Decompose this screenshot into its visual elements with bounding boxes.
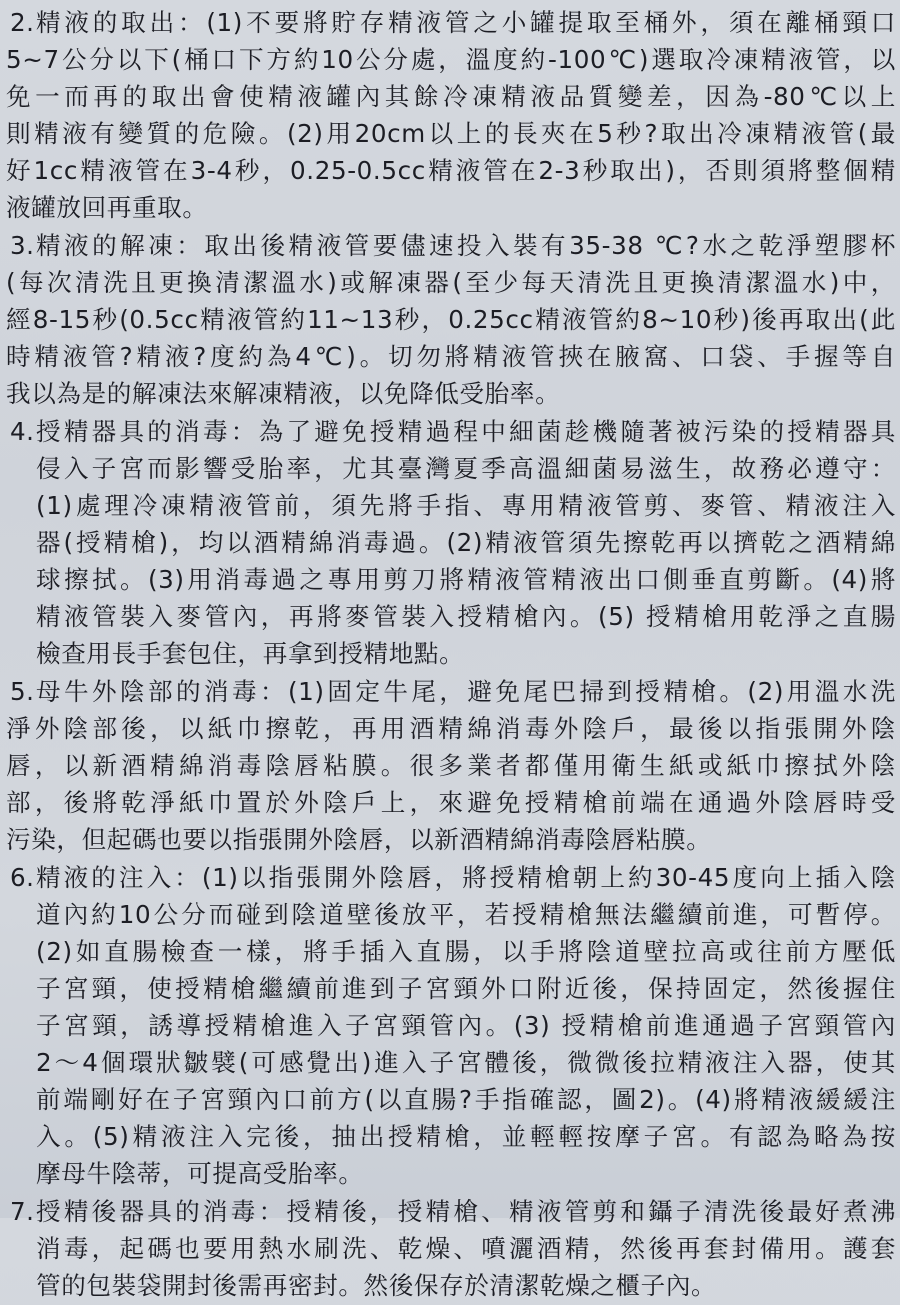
- paragraph-line: 侵入子宮而影響受胎率，尤其臺灣夏季高溫細菌易滋生，故務必遵守：: [36, 454, 896, 483]
- paragraph-line: 我以為是的解凍法來解凍精液，以免降低受胎率。: [6, 379, 561, 408]
- section-number: 6.: [10, 863, 35, 892]
- paragraph-line: 液罐放回再重取。: [6, 193, 208, 222]
- paragraph-line: 好1cc精液管在3-4秒，0.25-0.5cc精液管在2-3秒取出)，否則須將整個精: [6, 156, 896, 185]
- paragraph-line: 消毒，起碼也要用熱水刷洗、乾燥、噴灑酒精，然後再套封備用。護套: [36, 1234, 896, 1263]
- section-item: [6, 1193, 896, 1304]
- section-number: 7.: [10, 1197, 35, 1226]
- paragraph-line: 精液管裝入麥管內，再將麥管裝入授精槍內。(5) 授精槍用乾淨之直腸: [36, 602, 896, 631]
- paragraph-line: 道內約10公分而碰到陰道壁後放平，若授精槍無法繼續前進，可暫停。: [36, 900, 896, 929]
- paragraph-line: 精液的取出：(1)不要將貯存精液管之小罐提取至桶外，須在離桶頸口: [36, 8, 896, 37]
- paragraph-line: 器(授精槍)，均以酒精綿消毒過。(2)精液管須先擦乾再以擠乾之酒精綿: [36, 528, 896, 557]
- paragraph-line: 精液的注入：(1)以指張開外陰唇，將授精槍朝上約30-45度向上插入陰: [36, 863, 896, 892]
- section-item: [6, 4, 896, 226]
- paragraph-line: 精液的解凍：取出後精液管要儘速投入裝有35-38 ℃?水之乾淨塑膠杯: [36, 231, 896, 260]
- paragraph-line: 2～4個環狀皺襞(可感覺出)進入子宮體後，微微後拉精液注入器，使其: [36, 1048, 896, 1077]
- section-number: 2.: [10, 8, 35, 37]
- paragraph-line: 5~7公分以下(桶口下方約10公分處，溫度約-100℃)選取冷凍精液管，以: [6, 45, 896, 74]
- paragraph-line: 淨外陰部後，以紙巾擦乾，再用酒精綿消毒外陰戶，最後以指張開外陰: [6, 714, 896, 743]
- paragraph-line: 子宮頸，誘導授精槍進入子宮頸管內。(3) 授精槍前進通過子宮頸管內: [36, 1011, 896, 1040]
- paragraph-line: 管的包裝袋開封後需再密封。然後保存於清潔乾燥之櫃子內。: [36, 1271, 717, 1300]
- paragraph-line: (2)如直腸檢查一樣，將手插入直腸，以手將陰道壁拉高或往前方壓低: [36, 937, 896, 966]
- paragraph-line: 檢查用長手套包住，再拿到授精地點。: [36, 639, 465, 668]
- paragraph-line: 部，後將乾淨紙巾置於外陰戶上，來避免授精槍前端在通過外陰唇時受: [6, 788, 896, 817]
- paragraph-line: 球擦拭。(3)用消毒過之專用剪刀將精液管精液出口側垂直剪斷。(4)將: [36, 565, 896, 594]
- section-number: 3.: [10, 231, 35, 260]
- section-item: [6, 413, 896, 672]
- section-item: [6, 859, 896, 1192]
- paragraph-line: 前端剛好在子宮頸內口前方(以直腸?手指確認，圖2)。(4)將精液緩緩注: [36, 1085, 896, 1114]
- paragraph-line: 時精液管?精液?度約為4℃)。切勿將精液管挾在腋窩、口袋、手握等自: [6, 342, 896, 371]
- paragraph-line: 入。(5)精液注入完後，抽出授精槍，並輕輕按摩子宮。有認為略為按: [36, 1122, 896, 1151]
- section-item: [6, 673, 896, 858]
- paragraph-line: 污染，但起碼也要以指張開外陰唇，以新酒精綿消毒陰唇粘膜。: [6, 825, 712, 854]
- paragraph-line: 授精後器具的消毒：授精後，授精槍、精液管剪和鑷子清洗後最好煮沸: [36, 1197, 896, 1226]
- section-number: 5.: [10, 677, 35, 706]
- paragraph-line: 子宮頸，使授精槍繼續前進到子宮頸外口附近後，保持固定，然後握住: [36, 974, 896, 1003]
- paragraph-line: 經8-15秒(0.5cc精液管約11~13秒，0.25cc精液管約8~10秒)後再取出(此: [6, 305, 896, 334]
- paragraph-line: 則精液有變質的危險。(2)用20cm以上的長夾在5秒?取出冷凍精液管(最: [6, 119, 896, 148]
- paragraph-line: 授精器具的消毒：為了避免授精過程中細菌趁機隨著被污染的授精器具: [36, 417, 896, 446]
- procedure-list: [6, 4, 896, 1305]
- paragraph-line: 母牛外陰部的消毒：(1)固定牛尾，避免尾巴掃到授精槍。(2)用溫水洗: [36, 677, 896, 706]
- paragraph-line: (1)處理冷凍精液管前，須先將手指、專用精液管剪、麥管、精液注入: [36, 491, 896, 520]
- paragraph-line: 免一而再的取出會使精液罐內其餘冷凍精液品質變差，因為-80℃以上: [6, 82, 896, 111]
- paragraph-line: 摩母牛陰蒂，可提高受胎率。: [36, 1159, 364, 1188]
- section-item: [6, 227, 896, 412]
- section-number: 4.: [10, 417, 35, 446]
- paragraph-line: (每次清洗且更換清潔溫水)或解凍器(至少每天清洗且更換清潔溫水)中，: [6, 268, 896, 297]
- paragraph-line: 唇，以新酒精綿消毒陰唇粘膜。很多業者都僅用衛生紙或紙巾擦拭外陰: [6, 751, 896, 780]
